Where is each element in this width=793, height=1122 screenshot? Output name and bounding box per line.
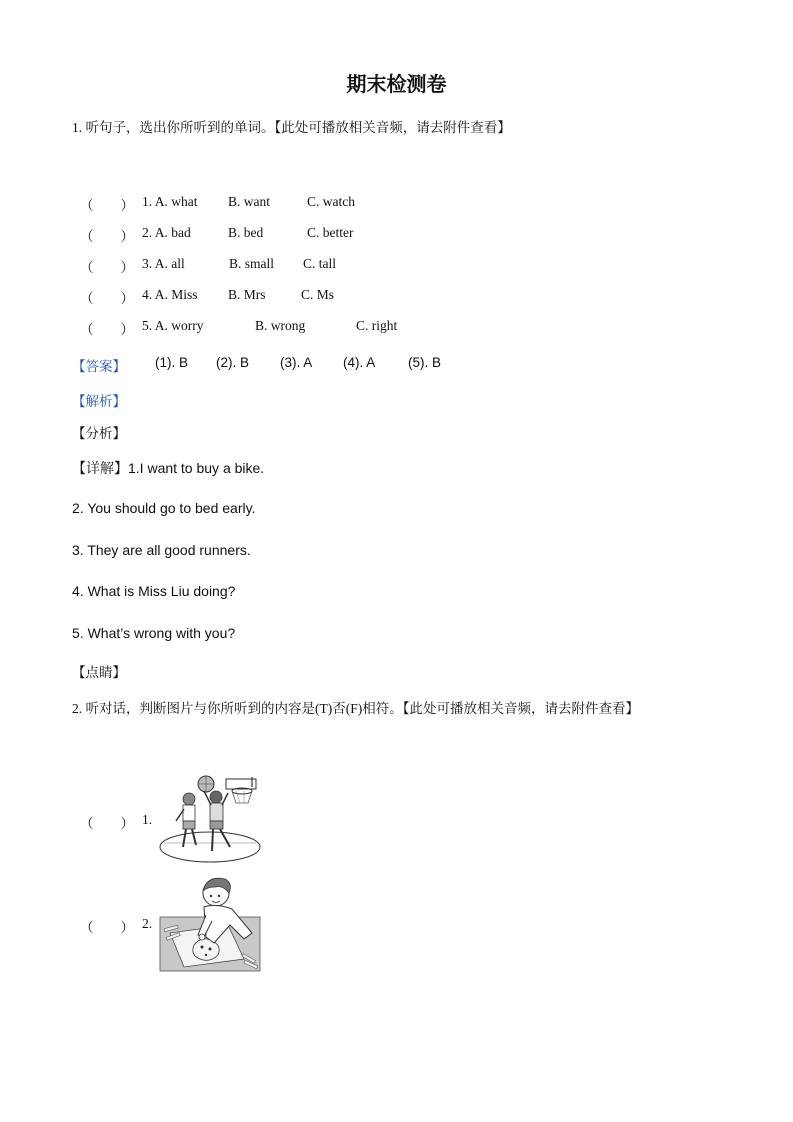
answer-blank[interactable]: （ ）	[80, 816, 134, 831]
option-b: B. want	[228, 194, 270, 209]
fenxi-label: 【分析】	[72, 426, 126, 441]
answer-1: (1). B	[155, 355, 189, 370]
answer-blank[interactable]: （ ）	[80, 291, 134, 306]
detail-sentence: 1.I want to buy a bike.	[128, 460, 265, 476]
detail-line-3: 3. They are all good runners.	[72, 542, 251, 558]
answer-blank[interactable]: （ ）	[80, 229, 134, 244]
detail-label: 【详解】	[72, 460, 128, 476]
option-a: 4. A. Miss	[142, 287, 198, 302]
detail-line-2: 2. You should go to bed early.	[72, 500, 256, 516]
q1-option-row-1	[80, 194, 480, 214]
item-number: 1.	[142, 812, 153, 827]
q1-option-row-5	[80, 318, 480, 338]
option-c: C. better	[307, 225, 354, 240]
page-title: 期末检测卷	[346, 74, 447, 96]
answer-label: 【答案】	[72, 359, 126, 374]
option-a: 5. A. worry	[142, 318, 204, 333]
answer-blank[interactable]: （ ）	[80, 920, 134, 935]
option-c: C. watch	[307, 194, 355, 209]
answer-2: (2). B	[216, 355, 250, 370]
dianjing-label: 【点睛】	[72, 665, 126, 680]
option-b: B. wrong	[255, 318, 306, 333]
answer-4: (4). A	[343, 355, 376, 370]
option-c: C. right	[356, 318, 398, 333]
boy-drawing-illustration	[158, 875, 262, 973]
detail-line-4: 4. What is Miss Liu doing?	[72, 583, 236, 599]
option-a: 3. A. all	[142, 256, 185, 271]
question-1-heading: 1. 听句子，选出你所听到的单词。【此处可播放相关音频，请去附件查看】	[72, 120, 511, 135]
answer-3: (3). A	[280, 355, 313, 370]
answer-row	[72, 355, 492, 375]
answer-blank[interactable]: （ ）	[80, 322, 134, 337]
option-b: B. bed	[228, 225, 264, 240]
item-number: 2.	[142, 916, 153, 931]
option-c: C. Ms	[301, 287, 335, 302]
answer-5: (5). B	[408, 355, 442, 370]
basketball-players-illustration	[158, 773, 266, 865]
option-c: C. tall	[303, 256, 336, 271]
answer-blank[interactable]: （ ）	[80, 260, 134, 275]
analysis-label: 【解析】	[72, 394, 126, 409]
q1-option-row-2	[80, 225, 480, 245]
q1-option-row-4	[80, 287, 480, 307]
answer-blank[interactable]: （ ）	[80, 198, 134, 213]
detail-line-5: 5. What’s wrong with you?	[72, 625, 236, 641]
option-b: B. Mrs	[228, 287, 266, 302]
question-2-heading: 2. 听对话，判断图片与你所听到的内容是(T)否(F)相符。【此处可播放相关音频，请去附件查看】	[72, 701, 639, 716]
detail-line-1	[72, 458, 264, 478]
option-a: 2. A. bad	[142, 225, 191, 240]
option-b: B. small	[229, 256, 275, 271]
q1-option-row-3	[80, 256, 480, 276]
option-a: 1. A. what	[142, 194, 198, 209]
